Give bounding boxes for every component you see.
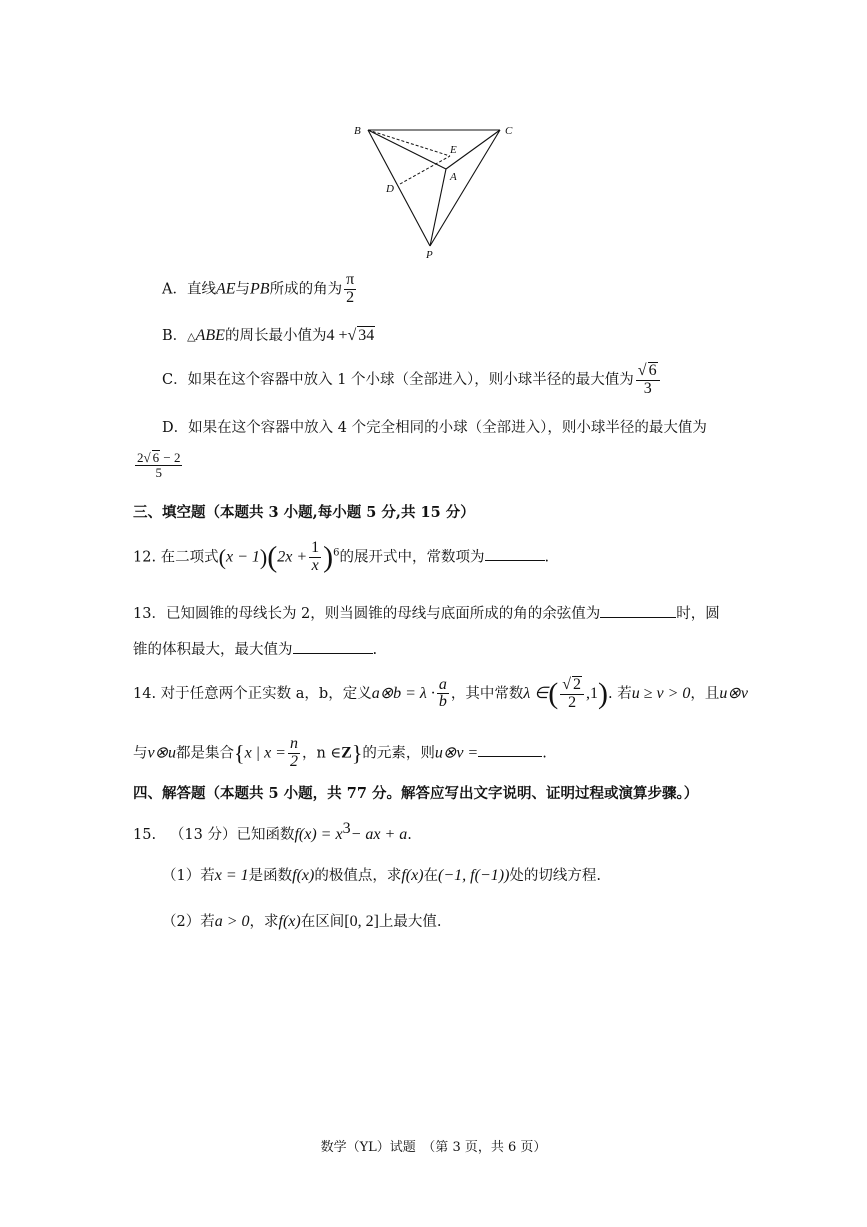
option-a: A．直线AE与PB所成的角为 $\frac{\pi}{2}$ (162, 271, 355, 306)
answer-blank-13b[interactable] (293, 653, 373, 654)
question-15: 15. （13 分）已知函数$f(x) = x^3-$ ax + a. (133, 820, 412, 843)
fraction-pi-over-2: $\frac{\pi}{2}$ (346, 271, 355, 306)
section-4-title: 四、解答题（本题共 5 小题，共 77 分。解答应写出文字说明、证明过程或演算步骤。） (133, 785, 699, 802)
question-13-line2: 锥的体积最大，最大值为 . (133, 642, 378, 658)
answer-blank-13a[interactable] (600, 617, 676, 618)
label-A: A (450, 171, 457, 183)
question-14-line2: 与v⊗u都是集合{x | x = $\frac{n}{2}$ ，n ∈Z}的元素，则u⊗v = . (133, 735, 547, 770)
pyramid-figure (350, 118, 525, 260)
page-footer: 数学（YL）试题 （第 3 页，共 6 页） (320, 1140, 547, 1155)
section-3-title: 三、填空题（本题共 3 小题,每小题 5 分,共 15 分） (133, 504, 475, 521)
question-15-part2: （2）若a > 0，求f(x)在区间[0, 2]上最大值. (162, 913, 442, 930)
question-15-part1: （1）若x = 1是函数f(x)的极值点，求f(x)在(−1, f(−1))处的切线方程. (162, 867, 602, 884)
label-E: E (450, 144, 457, 156)
question-14-line1: 14. 对于任意两个正实数 a，b，定义a⊗b = λ · $\frac{a}{b}$ ，其中常数λ ∈( $\frac{√ 2}{2}$ ,1). 若u ≥ v > 0，且u⊗v (133, 675, 748, 711)
answer-blank-12[interactable] (485, 560, 545, 561)
question-12: 12. 在二项式(x − 1)(2x + $\frac{1}{x}$ )$^6$的展开式中，常数项为 . (133, 539, 550, 574)
option-d: D．如果在这个容器中放入 4 个完全相同的小球（全部进入），则小球半径的最大值为 (162, 420, 707, 436)
option-d-value: $\frac{2√ 6 - 2}{5}$ (137, 450, 181, 480)
option-b: B．△ABE的周长最小值为4 +√ 34 (162, 327, 375, 344)
answer-blank-14[interactable] (478, 756, 542, 757)
fraction-sqrt6-over-3: $\frac{√ 6}{3}$ (636, 362, 660, 398)
question-13-line1: 13．已知圆锥的母线长为 2，则当圆锥的母线与底面所成的角的余弦值为 时，圆 (133, 606, 720, 622)
label-B: B (354, 125, 361, 137)
label-D: D (386, 183, 394, 195)
label-P: P (426, 249, 433, 260)
option-c: C．如果在这个容器中放入 1 个小球（全部进入），则小球半径的最大值为 $\frac{√ 6}{3}$ (162, 362, 662, 398)
label-C: C (505, 125, 513, 137)
